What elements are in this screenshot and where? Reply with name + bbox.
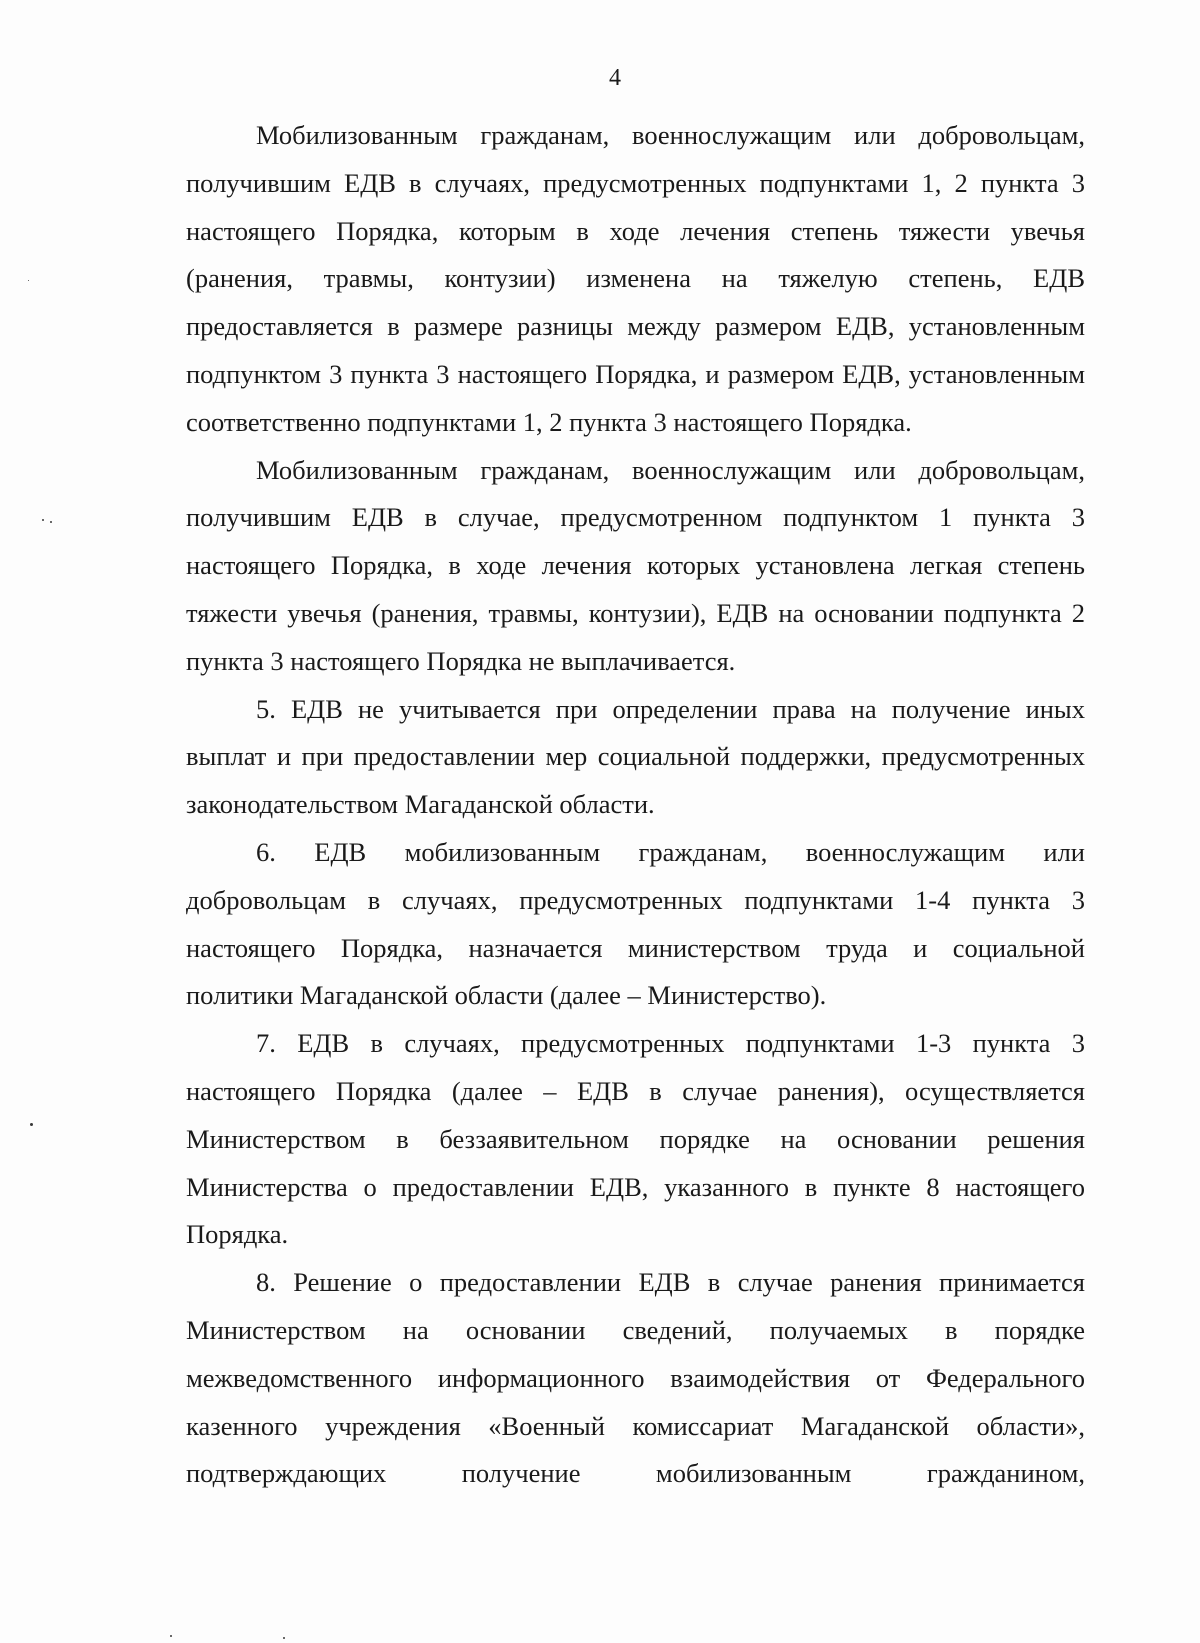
paragraph-item-7: 7. ЕДВ в случаях, предусмотренных подпунктами 1-3 пункта 3 настоящего Порядка (далее – ЕДВ в случае ранения), осуществляется Министерством в беззаявительном порядке на основании решения Министерства о предоставлении ЕДВ, указанного в пункте 8 настоящего Порядка. <box>186 1028 1085 1250</box>
page-number: 4 <box>609 65 621 91</box>
document-body <box>186 112 1085 1498</box>
scan-speck <box>283 1637 285 1639</box>
scan-speck <box>30 1123 33 1126</box>
scan-speck <box>170 1635 172 1637</box>
paragraph-edv-light-injury: Мобилизованным гражданам, военнослужащим или добровольцам, получившим ЕДВ в случае, предусмотренном подпунктом 1 пункта 3 настоящего Порядка, в ходе лечения которых установлена легкая степень тяжести увечья (ранения, травмы, контузии), ЕДВ на основании подпункта 2 пункта 3 настоящего Порядка не выплачивается. <box>186 454 1085 676</box>
scan-speck <box>28 280 29 281</box>
paragraph-item-8: 8. Решение о предоставлении ЕДВ в случае ранения принимается Министерством на основании сведений, получаемых в порядке межведомственного информационного взаимодействия от Федерального казенного учреждения «Военный комиссариат Магаданской области», подтверждающих получение мобилизованным гражданином, <box>186 1267 1085 1489</box>
paragraph-edv-severity-change: Мобилизованным гражданам, военнослужащим или добровольцам, получившим ЕДВ в случаях, предусмотренных подпунктами 1, 2 пункта 3 настоящего Порядка, которым в ходе лечения степень тяжести увечья (ранения, травмы, контузии) изменена на тяжелую степень, ЕДВ предоставляется в размере разницы между размером ЕДВ, установленным подпунктом 3 пункта 3 настоящего Порядка, и размером ЕДВ, установленным соответственно подпунктами 1, 2 пункта 3 настоящего Порядка. <box>186 120 1085 437</box>
paragraph-item-6: 6. ЕДВ мобилизованным гражданам, военнослужащим или добровольцам в случаях, предусмотренных подпунктами 1-4 пункта 3 настоящего Порядка, назначается министерством труда и социальной политики Магаданской области (далее – Министерство). <box>186 836 1085 1011</box>
paragraph-item-5: 5. ЕДВ не учитывается при определении права на получение иных выплат и при предоставлении мер социальной поддержки, предусмотренных законодательством Магаданской области. <box>186 693 1085 820</box>
scan-speck <box>42 519 44 521</box>
scan-speck <box>50 521 52 523</box>
